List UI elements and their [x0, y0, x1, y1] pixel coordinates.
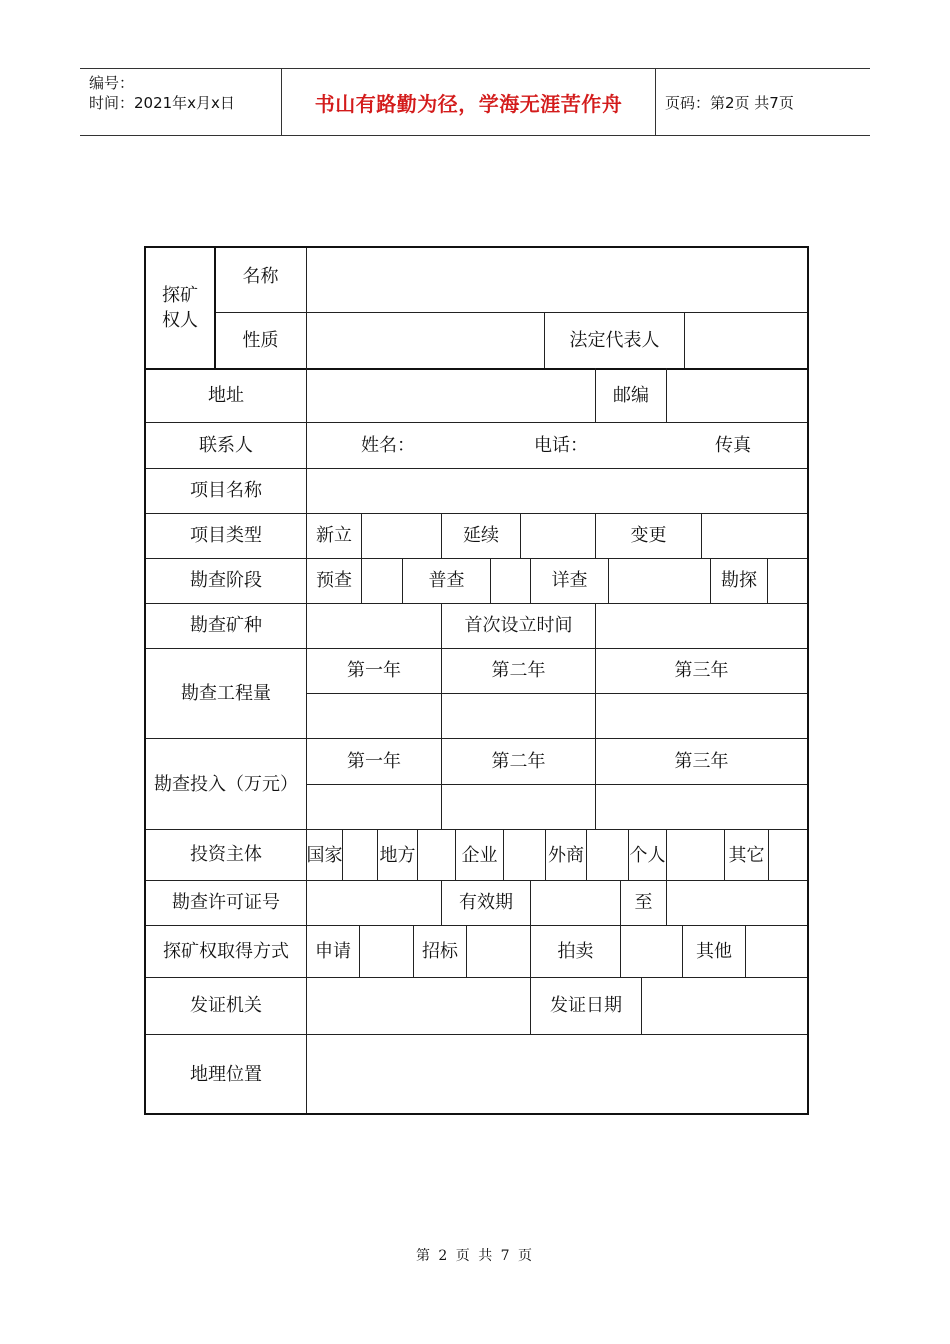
option-investor-foreign: 外 商 [548, 844, 584, 866]
label-investment: 勘查投入 （万元） [154, 773, 298, 795]
field-workload-year3[interactable] [596, 694, 807, 738]
page-footer: 第 2 页 共 7 页 [415, 1248, 535, 1264]
checkbox-acquire-bid[interactable] [467, 926, 530, 977]
serial-label: 编号： [89, 74, 135, 92]
field-license-no[interactable] [307, 881, 441, 925]
field-issue-date[interactable] [642, 978, 807, 1034]
label-name: 名称 [242, 266, 279, 287]
checkbox-investor-local[interactable] [418, 830, 455, 880]
checkbox-investor-other[interactable] [769, 830, 807, 880]
option-type-change: 变更 [630, 525, 667, 546]
checkbox-type-extend[interactable] [521, 514, 595, 558]
investment-year1-header: 第一年 [347, 750, 401, 772]
label-stage: 勘查阶段 [190, 570, 262, 591]
checkbox-investor-state[interactable] [343, 830, 377, 880]
checkbox-type-change[interactable] [702, 514, 807, 558]
field-project-name[interactable] [307, 469, 807, 513]
label-nature: 性质 [242, 329, 279, 351]
label-contact-name: 姓名： [361, 434, 415, 456]
option-investor-local: 地 方 [379, 844, 416, 866]
label-mineral: 勘查矿种 [190, 615, 262, 636]
checkbox-investor-personal[interactable] [667, 830, 724, 880]
field-valid-from[interactable] [531, 881, 620, 925]
label-license-no: 勘查许可证号 [172, 892, 280, 913]
investment-year2-header: 第二年 [491, 750, 546, 772]
option-type-extend: 延续 [463, 525, 499, 546]
field-investment-year2[interactable] [442, 785, 595, 829]
option-investor-enterprise: 企 业 [461, 844, 498, 866]
workload-year3-header: 第三年 [674, 660, 729, 681]
label-first-setup-time: 首次设立时间 [464, 615, 573, 636]
label-project-type: 项目类型 [190, 525, 262, 546]
field-issuer[interactable] [307, 978, 530, 1034]
workload-year2-header: 第二年 [491, 660, 546, 681]
label-investor: 投资主体 [190, 844, 262, 865]
field-workload-year1[interactable] [307, 694, 441, 738]
field-legal-rep[interactable] [685, 313, 807, 368]
label-issuer: 发证机关 [190, 995, 262, 1016]
field-investment-year1[interactable] [307, 785, 441, 829]
field-first-setup-time[interactable] [596, 604, 807, 648]
field-mineral[interactable] [307, 604, 441, 648]
checkbox-acquire-apply[interactable] [360, 926, 413, 977]
option-stage-general: 普查 [428, 570, 465, 591]
option-acquire-bid: 招 标 [422, 941, 458, 962]
option-acquire-other: 其他 [696, 940, 732, 962]
field-address[interactable] [307, 369, 595, 422]
field-nature[interactable] [307, 313, 544, 368]
option-acquire-auction: 拍卖 [557, 940, 594, 962]
label-issue-date: 发证日期 [550, 995, 622, 1016]
option-investor-other: 其 它 [728, 844, 765, 866]
label-project-name: 项目名称 [190, 480, 262, 501]
option-stage-pre: 预查 [316, 570, 352, 591]
label-acquire-method: 探矿权取得方式 [163, 940, 289, 962]
workload-year1-header: 第一年 [347, 660, 401, 681]
option-type-new: 新立 [316, 525, 352, 546]
field-name[interactable] [307, 248, 807, 312]
label-legal-rep: 法定代表人 [569, 329, 660, 351]
checkbox-investor-enterprise[interactable] [504, 830, 545, 880]
label-to: 至 [634, 892, 653, 913]
label-workload: 勘查工程量 [181, 682, 271, 704]
label-location: 地理位置 [190, 1063, 262, 1085]
checkbox-stage-explore[interactable] [768, 559, 807, 603]
option-acquire-apply: 申 请 [315, 941, 351, 962]
field-location[interactable] [307, 1035, 807, 1114]
field-postcode[interactable] [667, 369, 807, 422]
checkbox-type-new[interactable] [362, 514, 441, 558]
checkbox-stage-pre[interactable] [362, 559, 402, 603]
label-contact-phone: 电话： [534, 434, 588, 456]
label-address: 地址 [208, 384, 244, 406]
label-applicant: 探矿 权人 [162, 285, 198, 331]
label-postcode: 邮编 [613, 384, 649, 406]
checkbox-acquire-auction[interactable] [621, 926, 682, 977]
checkbox-investor-foreign[interactable] [587, 830, 628, 880]
checkbox-stage-detail[interactable] [609, 559, 710, 603]
header-motto: 书山有路勤为径，学海无涯苦作舟 [282, 69, 656, 135]
field-workload-year2[interactable] [442, 694, 595, 738]
field-valid-to[interactable] [667, 881, 807, 925]
investment-year3-header: 第三年 [674, 750, 729, 772]
option-investor-personal: 个 人 [629, 844, 666, 866]
checkbox-acquire-other[interactable] [746, 926, 807, 977]
label-contact-fax: 传真 [715, 434, 751, 456]
label-valid-period: 有效期 [459, 892, 513, 913]
time-label: 时间：2021年x月x日 [89, 94, 235, 112]
header-page-info: 页码：第2页 共7页 [665, 93, 794, 112]
option-stage-detail: 详查 [551, 570, 588, 591]
option-investor-state: 国 家 [306, 844, 343, 866]
option-stage-explore: 勘探 [721, 570, 757, 591]
checkbox-stage-general[interactable] [491, 559, 530, 603]
field-investment-year3[interactable] [596, 785, 807, 829]
label-contact: 联系人 [199, 434, 253, 456]
